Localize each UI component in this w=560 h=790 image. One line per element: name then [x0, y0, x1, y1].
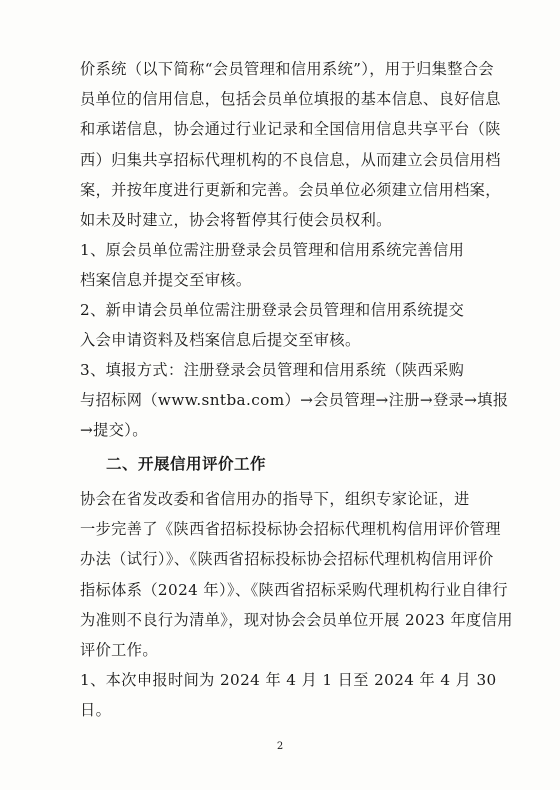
text-line: 日。 [80, 701, 112, 720]
section-heading: 二、开展信用评价工作 [106, 455, 267, 473]
text-line: 员单位的信用信息，包括会员单位填报的基本信息、良好信息 [80, 90, 501, 109]
text-line: 办法（试行）》、《陕西省招标投标协会招标代理机构信用评价 [80, 550, 494, 569]
text-line: →提交）。 [80, 421, 148, 440]
text-line: 为准则不良行为清单》，现对协会会员单位开展 2023 年度信用 [80, 610, 513, 629]
text-line: 1、本次申报时间为 2024 年 4 月 1 日至 2024 年 4 月 30 [80, 671, 497, 689]
list-item-1 [80, 235, 485, 295]
text-line: 如未及时建立，协会将暂停其行使会员权利。 [80, 210, 392, 229]
section2-list-item-1 [80, 665, 497, 725]
intro-paragraph [80, 54, 501, 235]
text-line: 与招标网（www.sntba.com）→会员管理→注册→登录→填报 [80, 391, 509, 410]
text-line: 2、新申请会员单位需注册登录会员管理和信用系统提交 [80, 301, 465, 319]
text-line: 和承诺信息，协会通过行业记录和全国信用信息共享平台（陕 [80, 120, 501, 139]
section2-paragraph [80, 484, 513, 665]
text-line: 价系统（以下简称“会员管理和信用系统”），用于归集整合会 [80, 60, 495, 78]
text-line: 3、填报方式：注册登录会员管理和信用系统（陕西采购 [80, 361, 465, 379]
text-line: 档案信息并提交至审核。 [80, 271, 252, 290]
text-line: 一步完善了《陕西省招标投标协会招标代理机构信用评价管理 [80, 520, 501, 539]
list-item-3 [80, 355, 509, 446]
text-line: 指标体系（2024 年）》、《陕西省招标采购代理机构行业自律行 [80, 580, 508, 599]
page-number: 2 [276, 741, 284, 752]
list-item-2 [80, 295, 485, 355]
text-line: 案，并按年度进行更新和完善。会员单位必须建立信用档案， [80, 180, 501, 199]
text-line: 协会在省发改委和省信用办的指导下，组织专家论证，进 [80, 490, 470, 508]
text-line: 1、原会员单位需注册登录会员管理和信用系统完善信用 [80, 241, 465, 259]
text-line: 入会申请资料及档案信息后提交至审核。 [80, 331, 361, 350]
text-line: 评价工作。 [80, 640, 158, 659]
text-line: 西）归集共享招标代理机构的不良信息，从而建立会员信用档 [80, 150, 501, 169]
